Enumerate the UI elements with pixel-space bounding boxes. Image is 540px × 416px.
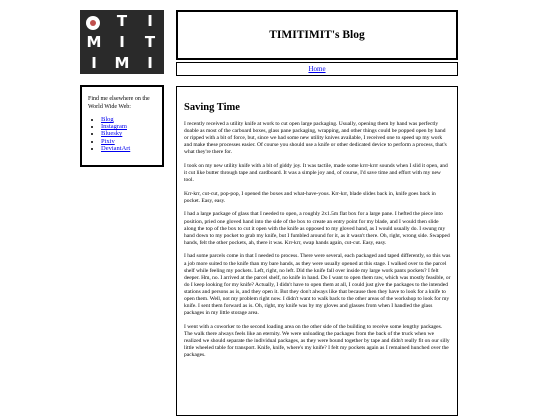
sidebar (80, 85, 164, 167)
logo-emblem-icon (86, 16, 100, 30)
nav-home-link[interactable]: Home (308, 65, 326, 73)
blog-post (176, 86, 458, 416)
site-title: TIMITIMIT's Blog (269, 29, 365, 41)
post-title: Saving Time (184, 102, 240, 113)
sidebar-title: Find me elsewhere on the World Wide Web: (88, 96, 150, 110)
sidebar-link-bluesky[interactable]: Bluesky (101, 130, 123, 138)
post-paragraph: I took on my new utility knife with a bit of giddy joy. It was tactile, made some krrr-krrr sounds when I slid it open, and it cut like butter through tape and cardboard. It was a simple joy and, of course, I'd save time and effort with my new tool. (184, 162, 448, 184)
post-paragraph: Krr-krr, cut-cut, pop-pop, I opened the boxes and what-have-yous. Krr-krr, blade slides back in, knife goes back in pocket. Easy, easy. (184, 190, 436, 204)
sidebar-item-deviantart (101, 145, 156, 152)
sidebar-link-pixiv[interactable]: Pixiv (101, 137, 115, 145)
site-logo[interactable] (80, 10, 164, 74)
sidebar-link-list (88, 116, 156, 152)
sidebar-item-pixiv (101, 138, 156, 145)
sidebar-item-bluesky (101, 130, 156, 137)
post-paragraph: I had some parcels come in that I needed to process. There were several, each packaged and taped differently, so this was a job more suited to the knife than my bare hands, as they were usually opened at this stage. I walked over to the parcel shelf while feeling my pockets. Left, right, no left. Did the knife fall over inside my large work pants pockets? I felt deeper. Hm, no. I arrived at the parcel shelf, no knife in hand. Do I want to open them raw, which was mostly feasible, or do I keep looking for my knife? Actually, I didn't have to open them at all, I could just give the packages to the intended stations and persons as is, and they open it. But they don't always like that because then they have to look for a knife to open them. Well, not my problem right now. I didn't want to walk back to the other areas of the workshop to look for my knife. I sent them forward as is. Oh, right, my knife was by my gloves and glasses from when I handled the glass packages in my little storage area. (184, 253, 451, 317)
logo-letter: M (86, 32, 102, 51)
post-paragraph: I had a large package of glass that I needed to open, a roughly 2x1.5m flat box for a large pane. I hefted the piece into position, pried one gloved hand into the side of the box to create an entry point for my blade, and I would then slide along the top of the box to cut it open with the knife as opposed to my gloved hand, as I would usually do. I swung my hand down to my pocket to grab my knife, but I fumbled around for it, as it wasn't there. Oh, right, wrong side. Swapped hands, felt the other pockets, ah, there it was. Krr-krr, swap hands again, cut-cut. Easy, easy. (184, 211, 450, 246)
nav-bar (176, 62, 458, 76)
logo-letter: T (116, 11, 128, 30)
sidebar-link-deviantart[interactable]: DeviantArt (101, 144, 131, 152)
site-header (176, 10, 458, 60)
logo-letter: T (144, 32, 156, 51)
sidebar-link-blog[interactable]: Blog (101, 116, 114, 123)
post-body (184, 121, 451, 359)
sidebar-item-blog (101, 116, 156, 123)
logo-letter: I (91, 54, 97, 73)
logo-letter: I (147, 11, 153, 30)
logo-letter: M (114, 54, 130, 73)
logo-letter: I (119, 32, 125, 51)
sidebar-item-instagram (101, 123, 156, 130)
sidebar-link-instagram[interactable]: Instagram (101, 123, 127, 131)
logo-letter: I (147, 54, 153, 73)
post-paragraph: I went with a coworker to the second loading area on the other side of the building to receive some lengthy packages. The walk there always feels like an eternity. We were unloading the packages from the back of the truck when we realized we should separate the individual packages, as they were bound together by tape and didn't really fit on our silly little wheeled table for transport. Knife, knife, where's my knife? I felt my pockets again as I remained hunched over the packages. (184, 323, 450, 359)
post-paragraph: I recently received a utility knife at work to cut open large packaging. Usually, opening them by hand was perfectly doable as most of the carboard boxes, glass pane packaging, wrapping, and other things could be popped open by hand or ripped with a bit of force, but, since we had some new utility knives available, I received one to speed up my work and make these processes easier. Of course you should use a knife or other dedicated device to perform a process, that's what they're there for. (184, 121, 447, 156)
